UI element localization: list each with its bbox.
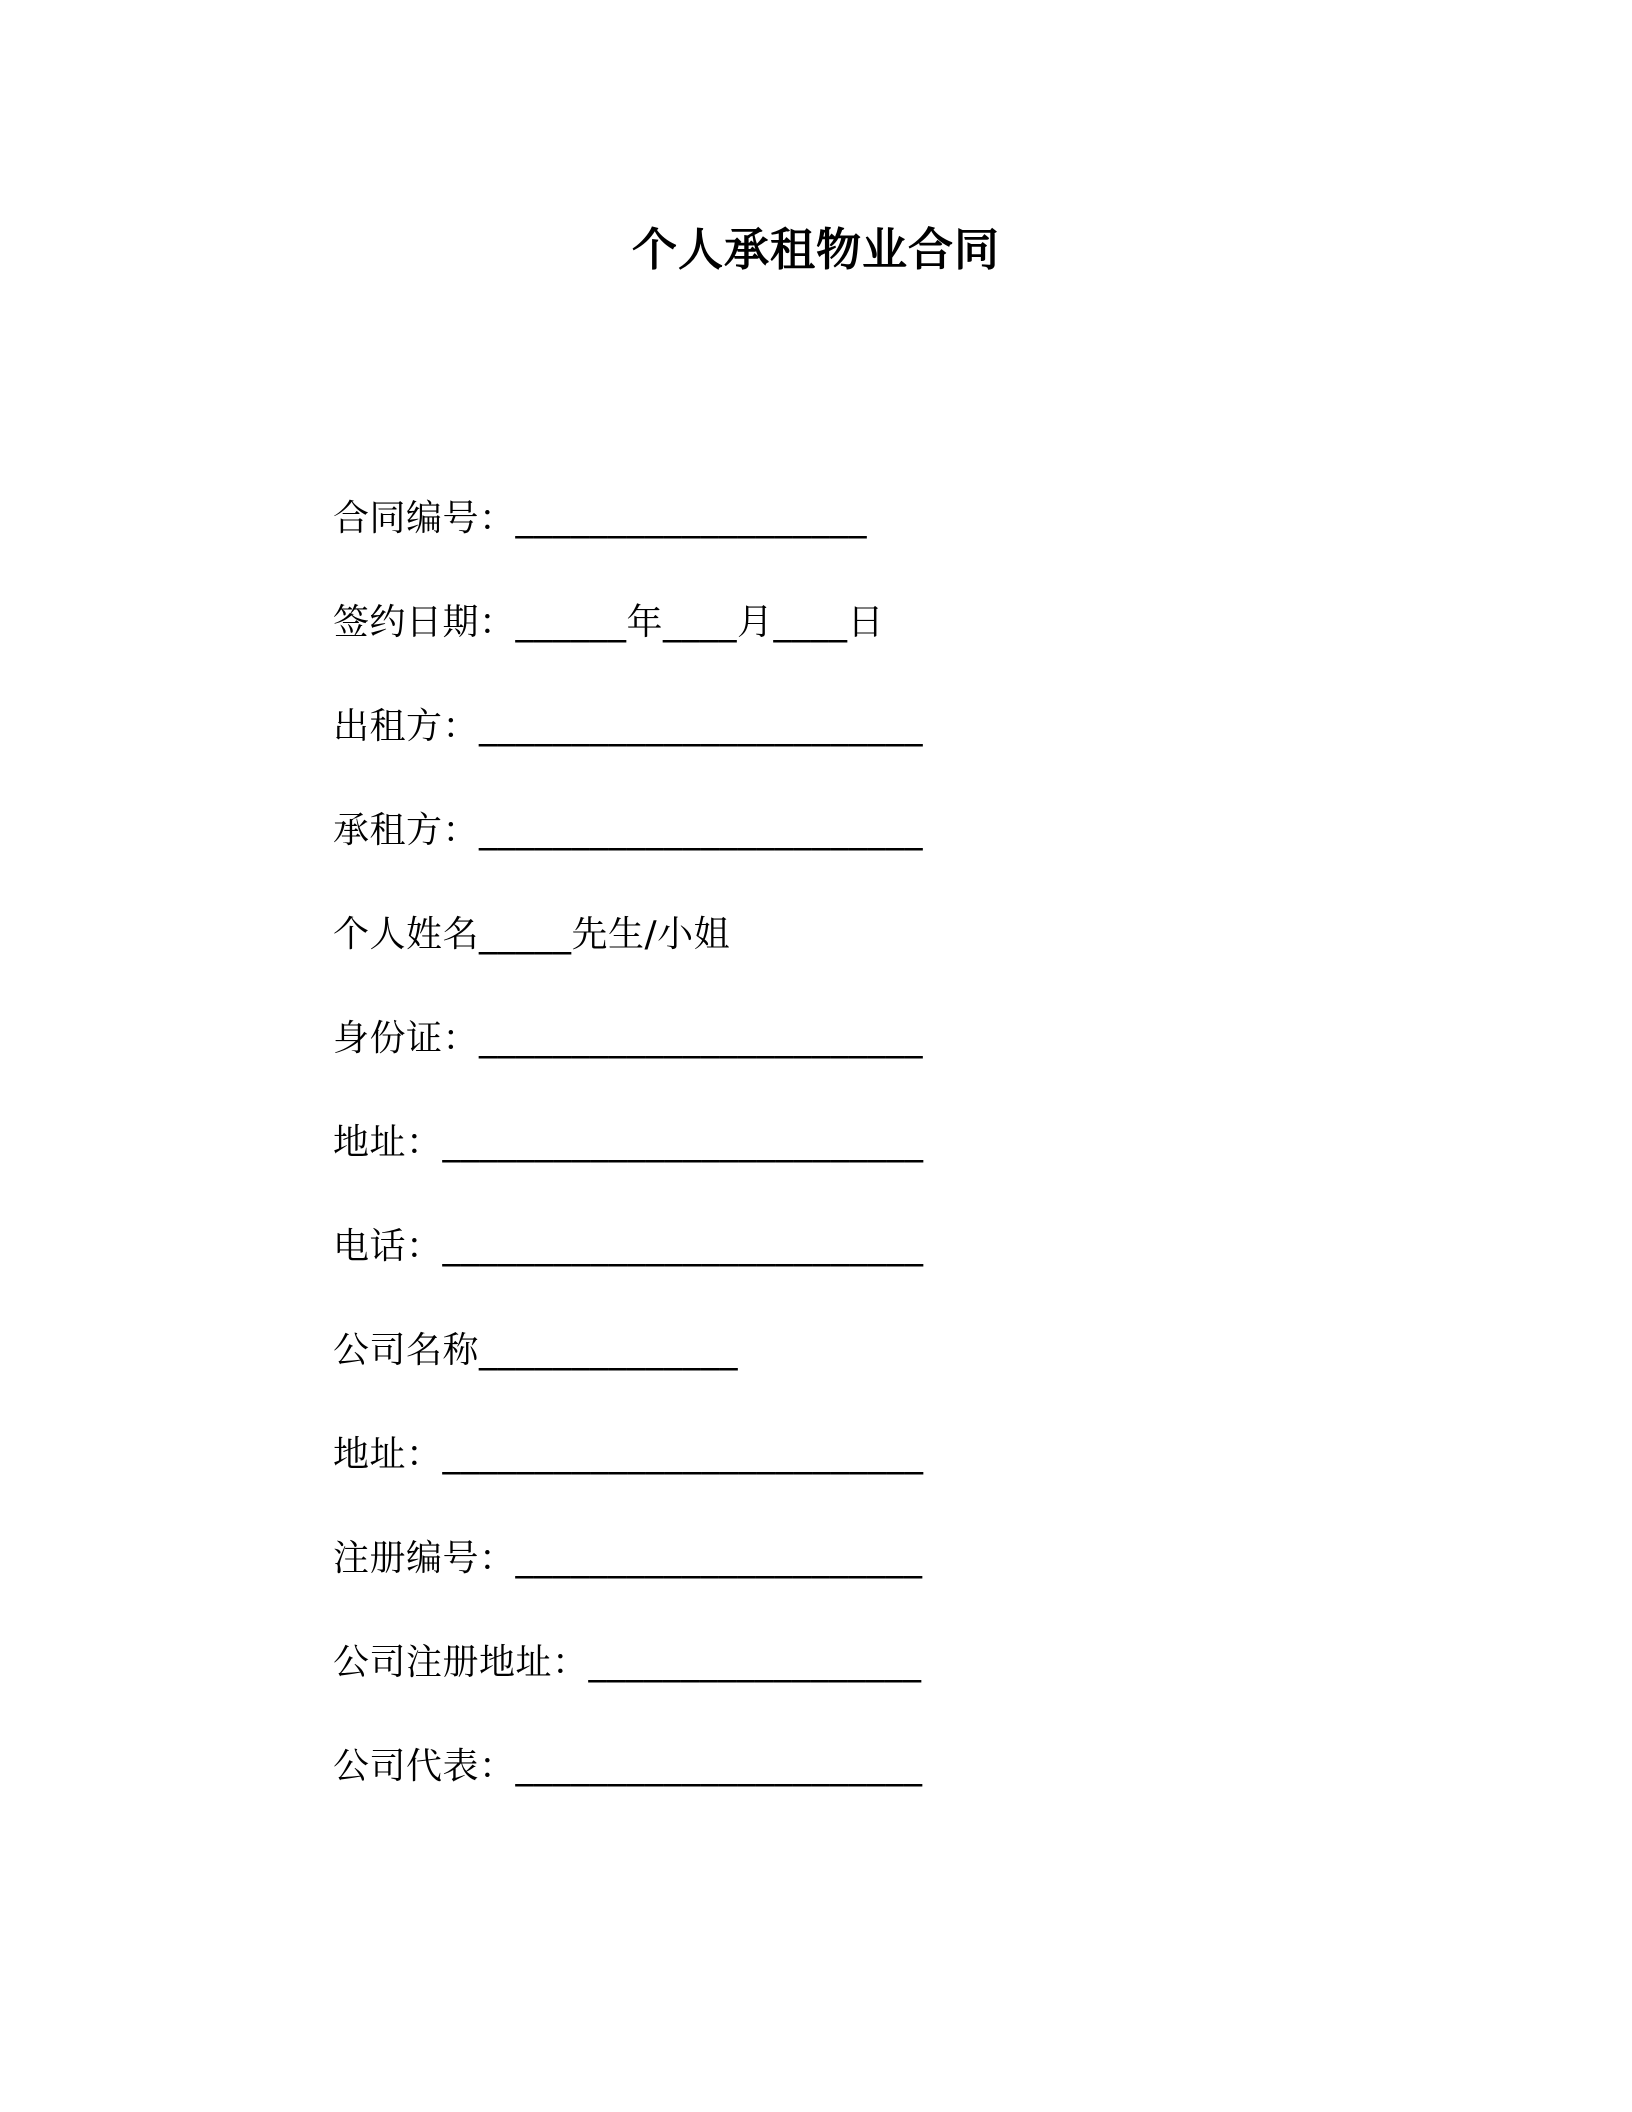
- signing-date-field: [333, 593, 1333, 697]
- registration-number-text: 注册编号：______________________: [333, 1538, 923, 1579]
- company-name-field: [333, 1321, 1333, 1425]
- contract-number-text: 合同编号：___________________: [333, 498, 868, 539]
- document-title: 个人承租物业合同: [631, 223, 1000, 276]
- signing-date-text: 签约日期：______年____月____日: [333, 602, 885, 643]
- registered-address-field: [333, 1633, 1333, 1737]
- lessee-field: [333, 801, 1333, 905]
- id-card-text: 身份证：________________________: [333, 1018, 924, 1059]
- company-address-text: 地址：__________________________: [333, 1434, 924, 1475]
- company-representative-text: 公司代表：______________________: [333, 1746, 923, 1787]
- lessor-text: 出租方：________________________: [333, 706, 924, 747]
- id-card-field: [333, 1009, 1333, 1113]
- personal-name-field: [333, 905, 1333, 1009]
- phone-field: [333, 1217, 1333, 1321]
- registration-number-field: [333, 1529, 1333, 1633]
- registered-address-text: 公司注册地址：__________________: [333, 1642, 922, 1683]
- lessor-field: [333, 697, 1333, 801]
- personal-address-field: [333, 1113, 1333, 1217]
- personal-address-text: 地址：__________________________: [333, 1122, 924, 1163]
- phone-text: 电话：__________________________: [333, 1226, 924, 1267]
- lessee-text: 承租方：________________________: [333, 810, 924, 851]
- company-address-field: [333, 1425, 1333, 1529]
- company-name-text: 公司名称______________: [333, 1330, 739, 1371]
- contract-number-field: [333, 489, 1333, 593]
- company-representative-field: [333, 1737, 1333, 1841]
- personal-name-text: 个人姓名_____先生/小姐: [333, 914, 731, 955]
- contract-fields: [333, 489, 1333, 1841]
